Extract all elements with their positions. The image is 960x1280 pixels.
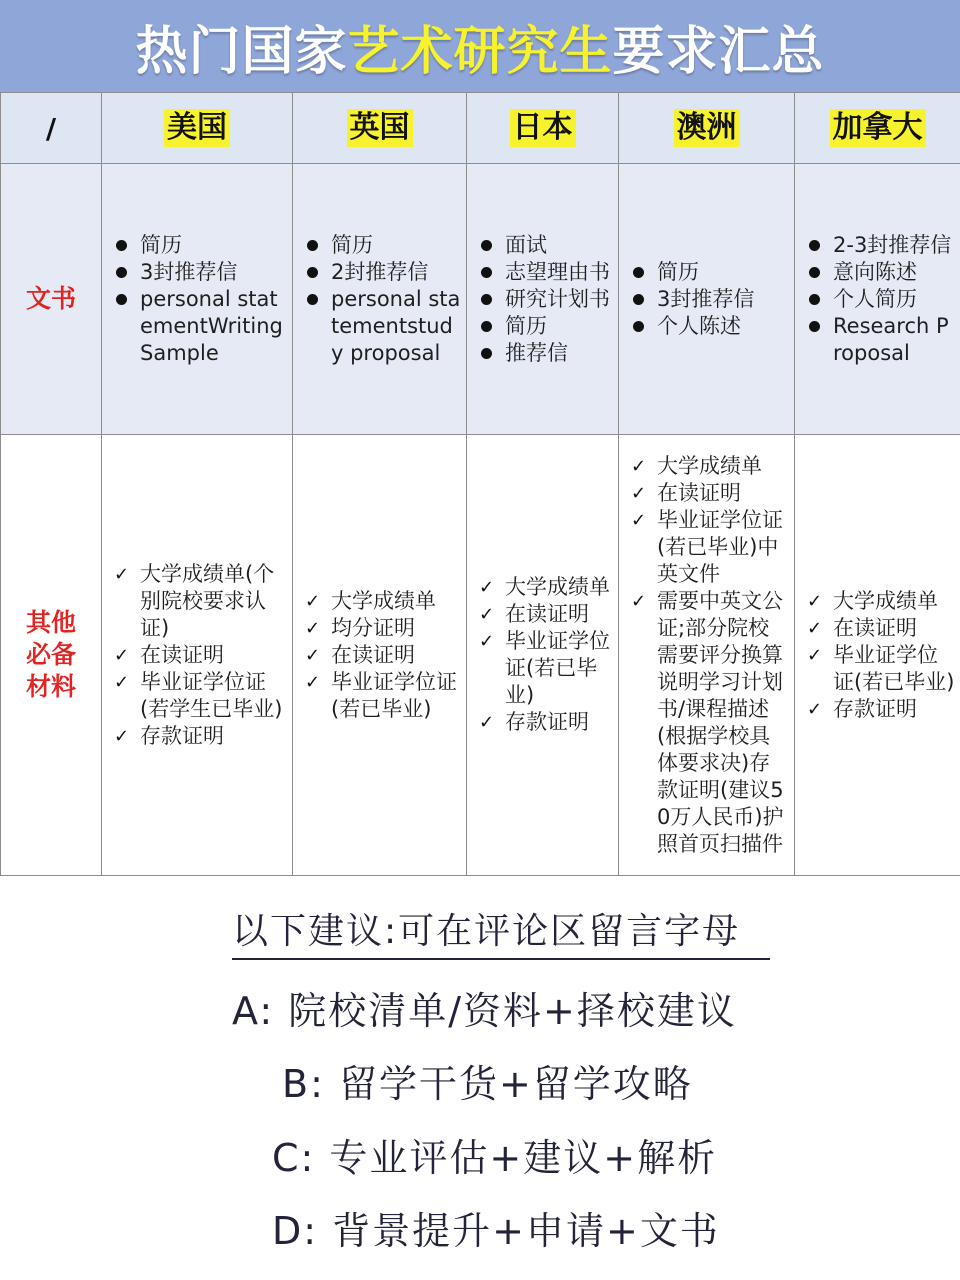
list-item: ✓ 均分证明	[303, 615, 462, 642]
list-item: ✓ 毕业证学位证 (若已毕业)中英文件	[629, 507, 790, 588]
cell-canada-materials	[795, 435, 960, 876]
cell-australia-documents	[619, 164, 795, 435]
list-item: ✓ 在读证明	[303, 642, 462, 669]
cell-japan-documents	[467, 164, 619, 435]
cell-usa-materials	[102, 435, 293, 876]
suggestions-heading: 以下建议:可在评论区留言字母	[232, 903, 770, 960]
cell-japan-materials	[467, 435, 619, 876]
option-a: A: 院校清单/资料+择校建议	[232, 989, 737, 1033]
country-label: 澳洲	[674, 109, 740, 147]
cell-uk-documents	[293, 164, 467, 435]
list-item: ✓ 大学成绩单	[303, 588, 462, 615]
list-item: ✓ 在读证明	[112, 642, 288, 669]
cell-australia-materials	[619, 435, 795, 876]
list-item: 个人陈述	[629, 313, 790, 340]
list-item: 简历	[477, 313, 614, 340]
list-item: ✓ 存款证明	[112, 723, 288, 750]
header-australia	[619, 93, 795, 164]
list-item: 意向陈述	[805, 259, 956, 286]
option-c: C: 专业评估+建议+解析	[272, 1136, 718, 1180]
country-label: 日本	[510, 109, 576, 147]
country-label: 英国	[347, 109, 413, 147]
list-item: Research Proposal	[805, 313, 956, 367]
title-part1: 热门国家	[135, 21, 348, 82]
requirements-table	[0, 92, 960, 876]
header-canada	[795, 93, 960, 164]
list-item: ✓ 在读证明	[805, 615, 956, 642]
row-label-documents: 文书	[1, 164, 102, 435]
list-item: ✓ 存款证明	[805, 696, 956, 723]
list-item: personal statementstudy proposal	[303, 286, 462, 367]
header-usa	[102, 93, 293, 164]
header-uk	[293, 93, 467, 164]
country-label: 美国	[164, 109, 230, 147]
cell-canada-documents	[795, 164, 960, 435]
header-japan	[467, 93, 619, 164]
list-item: ✓ 在读证明	[629, 480, 790, 507]
list-item: ✓ 大学成绩单	[805, 588, 956, 615]
list-item: 志望理由书	[477, 259, 614, 286]
list-item: 3封推荐信	[112, 259, 288, 286]
cell-uk-materials	[293, 435, 467, 876]
corner-cell: /	[1, 93, 102, 164]
list-item: 2-3封推荐信	[805, 232, 956, 259]
title-part2: 要求汇总	[612, 21, 825, 82]
list-item: 推荐信	[477, 340, 614, 367]
country-label: 加拿大	[830, 109, 926, 147]
list-item: 个人简历	[805, 286, 956, 313]
list-item: ✓ 毕业证学位证 (若已毕业)	[303, 669, 462, 723]
row-label-text: 其他必备材料	[25, 608, 76, 701]
list-item: 简历	[629, 259, 790, 286]
list-item: 简历	[112, 232, 288, 259]
title-highlight: 艺术研究生	[347, 21, 613, 82]
other-materials-row	[1, 435, 960, 876]
list-item: personal statementWriting Sample	[112, 286, 288, 367]
list-item: ✓ 在读证明	[477, 601, 614, 628]
page-title	[0, 0, 960, 92]
row-label-other-materials	[1, 435, 102, 876]
list-item: 3封推荐信	[629, 286, 790, 313]
list-item: ✓ 需要中英文公证;部分院校需要评分换算说明学习计划书/课程描述(根据学校具体要求决)存款证明(建议50万人民币)护照首页扫描件	[629, 588, 790, 858]
option-d: D: 背景提升+申请+文书	[272, 1209, 720, 1253]
documents-row	[1, 164, 960, 435]
list-item: 研究计划书	[477, 286, 614, 313]
list-item: ✓ 存款证明	[477, 709, 614, 736]
option-b: B: 留学干货+留学攻略	[282, 1062, 693, 1106]
list-item: ✓ 毕业证学位证(若已毕业)	[477, 628, 614, 709]
list-item: 简历	[303, 232, 462, 259]
cell-usa-documents	[102, 164, 293, 435]
header-row	[1, 93, 960, 164]
list-item: ✓ 大学成绩单	[477, 574, 614, 601]
list-item: 2封推荐信	[303, 259, 462, 286]
list-item: 面试	[477, 232, 614, 259]
list-item: ✓ 毕业证学位证(若学生已毕业)	[112, 669, 288, 723]
list-item: ✓ 毕业证学位证(若已毕业)	[805, 642, 956, 696]
list-item: ✓ 大学成绩单(个别院校要求认证)	[112, 561, 288, 642]
list-item: ✓ 大学成绩单	[629, 453, 790, 480]
